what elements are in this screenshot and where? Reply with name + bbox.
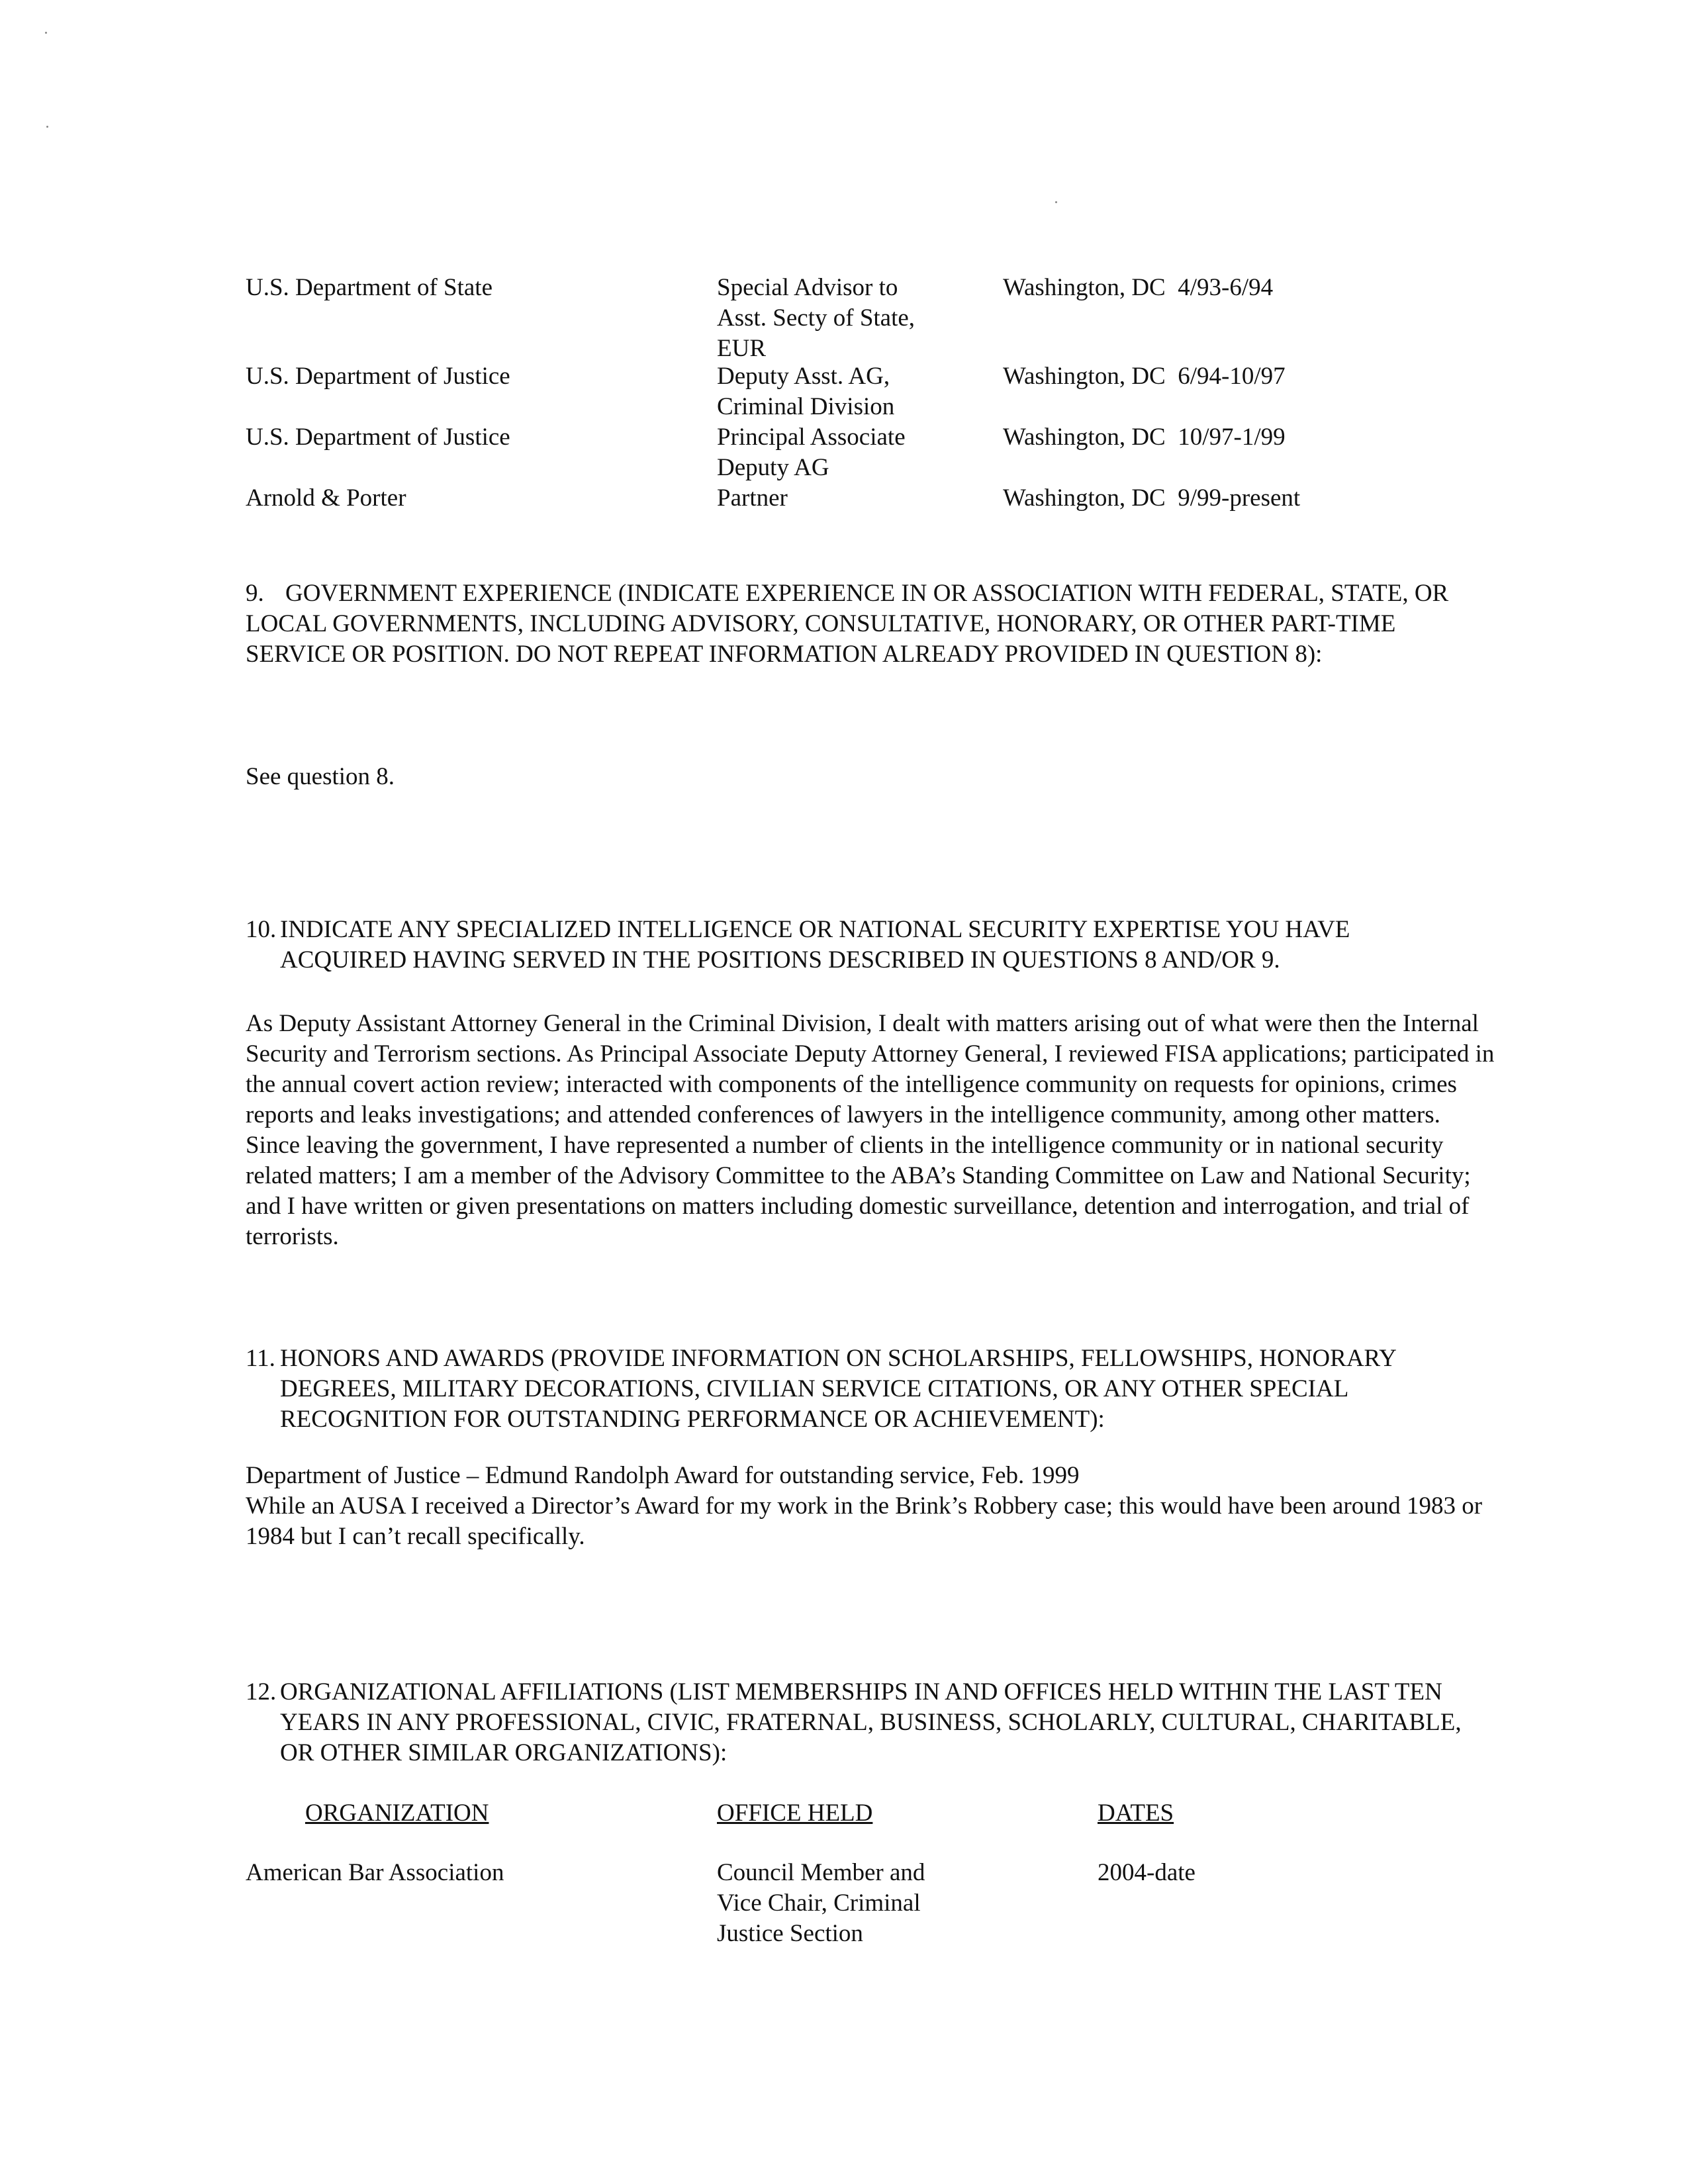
question-text: GOVERNMENT EXPERIENCE (INDICATE EXPERIENCE IN OR ASSOCIATION WITH FEDERAL, STATE, OR LOCAL GOVERNMENTS, INCLUDING ADVISORY, CONSULTATIVE, HONORARY, OR OTHER PART-TIME SERVICE OR POSITION. DO NOT REPEAT INFORMATION ALREADY PROVIDED IN QUESTION 8): [246, 580, 1449, 668]
location: Washington, DC [1003, 363, 1166, 390]
position-line: Asst. Secty of State, [717, 304, 915, 332]
column-header-organization: ORGANIZATION [305, 1799, 489, 1827]
scan-speck [1055, 201, 1057, 203]
position-line: Deputy AG [717, 454, 829, 481]
dates: 10/97-1/99 [1178, 424, 1286, 451]
question-9-answer: See question 8. [246, 763, 395, 790]
employer: U.S. Department of Justice [246, 363, 510, 390]
location: Washington, DC [1003, 424, 1166, 451]
organization: American Bar Association [246, 1859, 504, 1886]
position-line: Partner [717, 484, 788, 512]
question-text: HONORS AND AWARDS (PROVIDE INFORMATION ON SCHOLARSHIPS, FELLOWSHIPS, HONORARY DEGREES, MILITARY DECORATIONS, CIVILIAN SERVICE CITATIONS, OR ANY OTHER SPECIAL RECOGNITION FOR OUTSTANDING PERFORMANCE OR ACHIEVEMENT): [280, 1345, 1396, 1433]
position-line: Deputy Asst. AG, [717, 363, 890, 390]
office-held [717, 1858, 995, 1949]
office-line: Vice Chair, Criminal [717, 1889, 921, 1917]
location-dates [1003, 422, 1466, 453]
position-line: EUR [717, 335, 766, 362]
location-dates [1003, 273, 1466, 303]
location: Washington, DC [1003, 274, 1166, 301]
question-11-answer [246, 1461, 1490, 1552]
dates: 9/99-present [1178, 484, 1301, 512]
question-11-heading [246, 1343, 1477, 1435]
location-dates [1003, 361, 1466, 392]
question-10-answer: As Deputy Assistant Attorney General in the Criminal Division, I dealt with matters arising out of what were then the Internal Security and Terrorism sections. As Principal Associate Deputy Attorney General, I reviewed FISA applications; participated in the annual covert action review; interacted with components of the intelligence community on requests for opinions, crimes reports and leaks investigations; and attended conferences of lawyers in the intelligence community, among other matters. Since leaving the government, I have represented a number of clients in the intelligence community or in national security related matters; I am a member of the Advisory Committee to the ABA’s Standing Committee on Law and National Security; and I have written or given presentations on matters including domestic surveillance, detention and interrogation, and trial of terrorists. [246, 1010, 1495, 1250]
location: Washington, DC [1003, 484, 1166, 512]
question-number: 12. [246, 1678, 277, 1706]
column-header-office: OFFICE HELD [717, 1799, 873, 1827]
position [717, 361, 995, 422]
question-text: ORGANIZATIONAL AFFILIATIONS (LIST MEMBERSHIPS IN AND OFFICES HELD WITHIN THE LAST TEN YEARS IN ANY PROFESSIONAL, CIVIC, FRATERNAL, BUSINESS, SCHOLARLY, CULTURAL, CHARITABLE, OR OTHER SIMILAR ORGANIZATIONS): [280, 1678, 1462, 1766]
employer: Arnold & Porter [246, 484, 406, 512]
position-line: Criminal Division [717, 393, 895, 420]
employer: U.S. Department of State [246, 274, 492, 301]
question-number: 10. [246, 916, 277, 943]
dates: 4/93-6/94 [1178, 274, 1274, 301]
award-line: Department of Justice – Edmund Randolph Award for outstanding service, Feb. 1999 [246, 1462, 1080, 1489]
position-line: Principal Associate [717, 424, 906, 451]
question-10-heading [246, 915, 1477, 976]
dates: 2004-date [1098, 1859, 1196, 1886]
location-dates [1003, 483, 1466, 514]
question-9-heading [246, 578, 1483, 670]
question-number: 9. [246, 580, 264, 607]
scan-speck [45, 32, 47, 34]
position [717, 273, 995, 364]
question-12-heading [246, 1677, 1477, 1768]
dates: 6/94-10/97 [1178, 363, 1286, 390]
position [717, 422, 995, 483]
question-number: 11. [246, 1345, 275, 1372]
position-line: Special Advisor to [717, 274, 898, 301]
award-line: While an AUSA I received a Director’s Award for my work in the Brink’s Robbery case; this would have been around 1983 or 1984 but I can’t recall specifically. [246, 1492, 1483, 1550]
column-header-dates: DATES [1098, 1799, 1174, 1827]
position [717, 483, 995, 514]
office-line: Council Member and [717, 1859, 925, 1886]
office-line: Justice Section [717, 1920, 863, 1947]
question-text: INDICATE ANY SPECIALIZED INTELLIGENCE OR NATIONAL SECURITY EXPERTISE YOU HAVE ACQUIRED HAVING SERVED IN THE POSITIONS DESCRIBED IN QUESTIONS 8 AND/OR 9. [280, 916, 1350, 974]
employer: U.S. Department of Justice [246, 424, 510, 451]
scan-speck [46, 126, 48, 128]
